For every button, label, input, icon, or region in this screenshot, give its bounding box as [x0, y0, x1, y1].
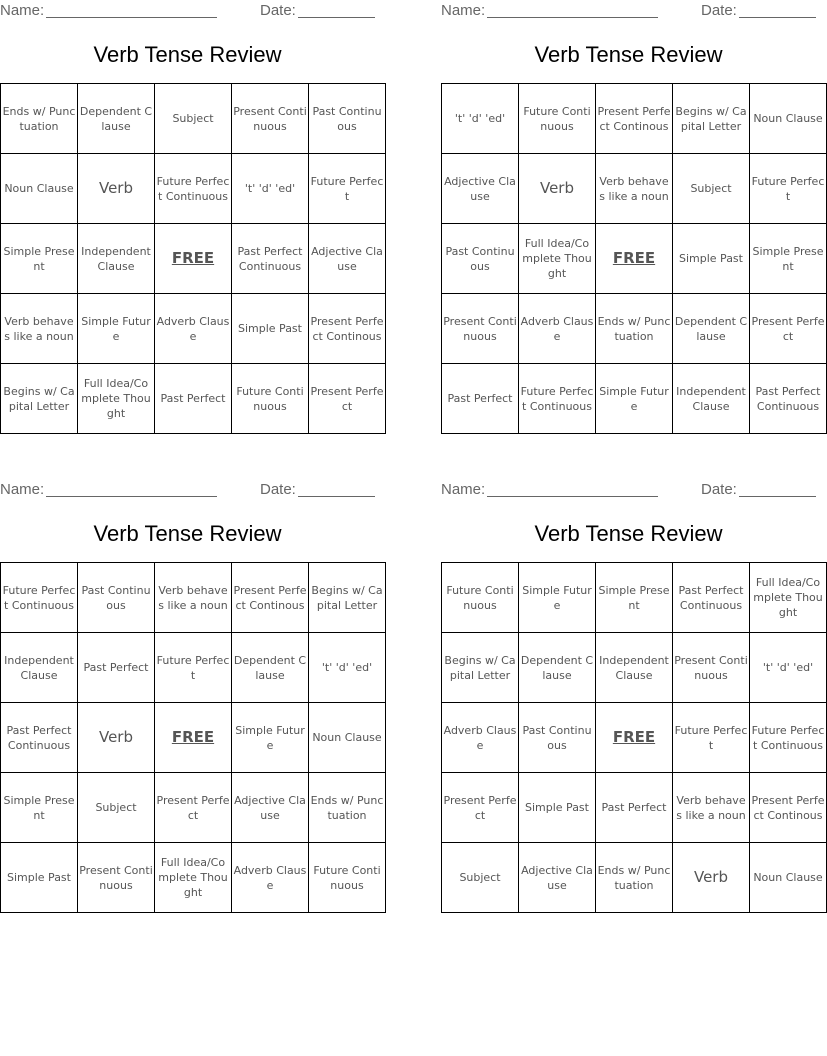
date-label: Date: — [260, 481, 296, 498]
bingo-cell: Simple Future — [596, 364, 673, 434]
bingo-cell: Full Idea/Complete Thought — [155, 843, 232, 913]
bingo-row — [442, 843, 827, 913]
bingo-cell: Future Perfect Continuous — [155, 154, 232, 224]
bingo-cell: Past Perfect Continuous — [750, 364, 827, 434]
bingo-cell: Simple Present — [596, 563, 673, 633]
name-blank — [46, 496, 217, 497]
bingo-cell: Past Continuous — [78, 563, 155, 633]
bingo-cell: Noun Clause — [309, 703, 386, 773]
bingo-cell: Adverb Clause — [442, 703, 519, 773]
bingo-cell: 't' 'd' 'ed' — [750, 633, 827, 703]
name-blank — [487, 496, 658, 497]
name-label: Name: — [0, 481, 45, 498]
card-title: Verb Tense Review — [93, 42, 282, 67]
bingo-cell: Future Perfect — [750, 154, 827, 224]
bingo-cell: Full Idea/Complete Thought — [519, 224, 596, 294]
name-blank — [487, 17, 658, 18]
bingo-row — [442, 84, 827, 154]
bingo-cell: Present Perfect Continous — [232, 563, 309, 633]
bingo-cell: Subject — [673, 154, 750, 224]
bingo-cell: Independent Clause — [596, 633, 673, 703]
bingo-row — [1, 224, 386, 294]
bingo-cell: Full Idea/Complete Thought — [750, 563, 827, 633]
bingo-grid — [0, 83, 386, 434]
bingo-cell: Future Continuous — [442, 563, 519, 633]
bingo-cell: Present Continuous — [442, 294, 519, 364]
bingo-cell: Adverb Clause — [155, 294, 232, 364]
bingo-cell: Verb — [78, 703, 155, 773]
bingo-cell: FREE — [596, 703, 673, 773]
bingo-cell: 't' 'd' 'ed' — [309, 633, 386, 703]
bingo-cell: Ends w/ Punctuation — [309, 773, 386, 843]
bingo-cell: Future Perfect Continuous — [1, 563, 78, 633]
bingo-row — [442, 773, 827, 843]
bingo-cell: Present Perfect — [309, 364, 386, 434]
bingo-cell: Begins w/ Capital Letter — [442, 633, 519, 703]
bingo-cell: Past Perfect — [596, 773, 673, 843]
bingo-cell: Future Perfect — [673, 703, 750, 773]
bingo-row — [442, 154, 827, 224]
bingo-cell: Adjective Clause — [442, 154, 519, 224]
bingo-cell: Simple Past — [519, 773, 596, 843]
bingo-cell: FREE — [596, 224, 673, 294]
bingo-cell: Verb behaves like a noun — [596, 154, 673, 224]
date-blank — [739, 17, 816, 18]
bingo-cell: Simple Past — [1, 843, 78, 913]
bingo-cell: Past Perfect Continuous — [1, 703, 78, 773]
bingo-card-4 — [441, 479, 825, 914]
bingo-row — [1, 364, 386, 434]
bingo-cell: Simple Present — [750, 224, 827, 294]
bingo-cell: Independent Clause — [1, 633, 78, 703]
date-blank — [739, 496, 816, 497]
bingo-cell: 't' 'd' 'ed' — [232, 154, 309, 224]
name-label: Name: — [0, 2, 45, 19]
bingo-cell: Past Continuous — [519, 703, 596, 773]
bingo-cell: Dependent Clause — [519, 633, 596, 703]
bingo-cell: Past Continuous — [309, 84, 386, 154]
bingo-cell: Past Perfect — [78, 633, 155, 703]
bingo-grid — [441, 83, 827, 434]
bingo-cell: Past Perfect Continuous — [673, 563, 750, 633]
bingo-cell: Noun Clause — [1, 154, 78, 224]
card-header — [0, 479, 375, 499]
bingo-row — [1, 773, 386, 843]
bingo-cell: Present Perfect — [750, 294, 827, 364]
bingo-cell: Ends w/ Punctuation — [596, 294, 673, 364]
bingo-cell: Adjective Clause — [309, 224, 386, 294]
bingo-card-3 — [0, 479, 384, 914]
bingo-cell: Dependent Clause — [78, 84, 155, 154]
bingo-cell: Begins w/ Capital Letter — [309, 563, 386, 633]
bingo-cell: Future Perfect — [309, 154, 386, 224]
bingo-card-2 — [441, 0, 825, 435]
bingo-cell: Future Continuous — [232, 364, 309, 434]
bingo-cell: Present Perfect Continous — [309, 294, 386, 364]
bingo-row — [1, 294, 386, 364]
bingo-row — [442, 703, 827, 773]
bingo-cell: Future Continuous — [309, 843, 386, 913]
bingo-card-1 — [0, 0, 384, 435]
bingo-cell: Full Idea/Complete Thought — [78, 364, 155, 434]
bingo-cell: Verb — [673, 843, 750, 913]
bingo-cell: Present Perfect Continous — [750, 773, 827, 843]
bingo-cell: Present Perfect — [155, 773, 232, 843]
bingo-cell: Past Perfect — [442, 364, 519, 434]
card-title: Verb Tense Review — [534, 42, 723, 67]
bingo-row — [1, 843, 386, 913]
bingo-cell: Simple Past — [673, 224, 750, 294]
bingo-row — [442, 563, 827, 633]
bingo-cell: Simple Past — [232, 294, 309, 364]
bingo-cell: Ends w/ Punctuation — [596, 843, 673, 913]
date-label: Date: — [701, 481, 737, 498]
card-title: Verb Tense Review — [534, 521, 723, 546]
bingo-cell: Dependent Clause — [673, 294, 750, 364]
bingo-cell: Present Perfect — [442, 773, 519, 843]
name-label: Name: — [441, 481, 486, 498]
bingo-cell: Future Perfect Continuous — [750, 703, 827, 773]
bingo-row — [1, 84, 386, 154]
bingo-row — [442, 364, 827, 434]
bingo-cell: Verb behaves like a noun — [155, 563, 232, 633]
bingo-cell: Noun Clause — [750, 84, 827, 154]
bingo-cell: Past Perfect Continuous — [232, 224, 309, 294]
bingo-cell: Ends w/ Punctuation — [1, 84, 78, 154]
bingo-cell: 't' 'd' 'ed' — [442, 84, 519, 154]
bingo-cell: Verb — [78, 154, 155, 224]
bingo-row — [442, 294, 827, 364]
bingo-cell: Independent Clause — [78, 224, 155, 294]
bingo-cell: Subject — [155, 84, 232, 154]
card-header — [0, 0, 375, 20]
bingo-cell: Noun Clause — [750, 843, 827, 913]
bingo-cell: FREE — [155, 703, 232, 773]
bingo-cell: Past Continuous — [442, 224, 519, 294]
bingo-row — [1, 563, 386, 633]
bingo-cell: Future Perfect Continuous — [519, 364, 596, 434]
card-header — [441, 479, 816, 499]
bingo-cell: Independent Clause — [673, 364, 750, 434]
bingo-cell: Present Continuous — [232, 84, 309, 154]
bingo-cell: Subject — [78, 773, 155, 843]
bingo-cell: Future Perfect — [155, 633, 232, 703]
bingo-row — [1, 154, 386, 224]
bingo-cell: FREE — [155, 224, 232, 294]
bingo-row — [442, 224, 827, 294]
bingo-cell: Simple Present — [1, 773, 78, 843]
bingo-cell: Begins w/ Capital Letter — [673, 84, 750, 154]
bingo-cell: Dependent Clause — [232, 633, 309, 703]
date-blank — [298, 496, 375, 497]
bingo-cell: Present Continuous — [673, 633, 750, 703]
bingo-cell: Begins w/ Capital Letter — [1, 364, 78, 434]
bingo-row — [442, 633, 827, 703]
bingo-cell: Past Perfect — [155, 364, 232, 434]
bingo-cell: Simple Future — [78, 294, 155, 364]
bingo-cell: Simple Future — [232, 703, 309, 773]
bingo-cell: Adverb Clause — [519, 294, 596, 364]
bingo-cell: Simple Present — [1, 224, 78, 294]
bingo-row — [1, 703, 386, 773]
bingo-cell: Subject — [442, 843, 519, 913]
bingo-cell: Adjective Clause — [232, 773, 309, 843]
bingo-grid — [441, 562, 827, 913]
bingo-cell: Present Continuous — [78, 843, 155, 913]
card-title: Verb Tense Review — [93, 521, 282, 546]
bingo-row — [1, 633, 386, 703]
bingo-cell: Simple Future — [519, 563, 596, 633]
bingo-cell: Adjective Clause — [519, 843, 596, 913]
bingo-grid — [0, 562, 386, 913]
name-blank — [46, 17, 217, 18]
bingo-cell: Verb behaves like a noun — [673, 773, 750, 843]
bingo-cell: Adverb Clause — [232, 843, 309, 913]
bingo-cell: Present Perfect Continous — [596, 84, 673, 154]
name-label: Name: — [441, 2, 486, 19]
bingo-cell: Verb behaves like a noun — [1, 294, 78, 364]
card-header — [441, 0, 816, 20]
bingo-cell: Future Continuous — [519, 84, 596, 154]
date-label: Date: — [701, 2, 737, 19]
date-label: Date: — [260, 2, 296, 19]
bingo-cell: Verb — [519, 154, 596, 224]
date-blank — [298, 17, 375, 18]
